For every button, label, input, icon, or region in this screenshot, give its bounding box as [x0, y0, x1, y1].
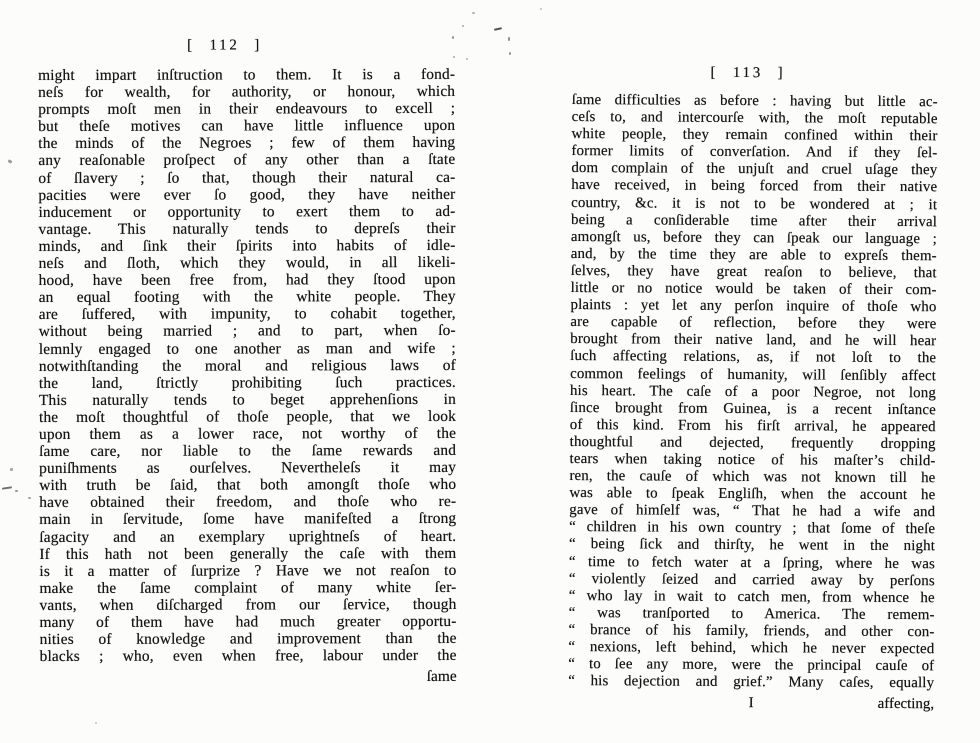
text-line: ſince brought from Guinea, is a recent inſtance — [569, 399, 936, 418]
text-line: plaints : yet let any perſon inquire of thoſe who — [570, 297, 937, 316]
text-line: have received, in being forced from their native — [571, 177, 938, 196]
text-line: main in ſervitude, ſome have manifeſted a ſtrong — [39, 510, 457, 529]
text-line: “ his dejection and grief.” Many caſes, equally — [568, 673, 935, 692]
page-112-text-block — [38, 66, 457, 665]
page-113-text-block — [568, 92, 938, 693]
text-line: make the ſame complaint of many white ſer- — [39, 578, 457, 597]
scan-speck — [453, 56, 455, 58]
signature-mark: I — [748, 695, 754, 712]
text-line: being a conſiderable time after their arrival — [570, 211, 938, 230]
text-line: the land, ſtrictly prohibiting ſuch practices. — [38, 373, 456, 392]
text-line: an equal footing with the white people. They — [38, 288, 456, 307]
text-line: is it a matter of ſurprize ? Have we not reaſon to — [39, 561, 457, 580]
text-line: little or no notice would be taken of their com- — [570, 280, 937, 299]
text-line: If this hath not been generally the caſe with them — [39, 544, 457, 563]
text-line: common feelings of humanity, will ſenſibly affect — [570, 365, 937, 384]
text-line: ſelves, they have great reaſon to believe, that — [570, 262, 937, 282]
text-line: many of them have had much greater opportu- — [39, 612, 457, 631]
text-line: any reaſonable proſpect of any other than a ſtate — [38, 151, 456, 170]
text-line: puniſhments as ourſelves. Nevertheleſs it may — [39, 459, 457, 478]
scan-speck — [462, 25, 464, 27]
text-line: and, by the time they are able to expreſs them- — [570, 245, 937, 265]
scan-speck — [2, 486, 12, 489]
text-line: “ nexions, left behind, which he never expected — [568, 638, 935, 658]
text-line: ſagacity and an exemplary uprightneſs of heart. — [39, 527, 457, 546]
scan-speck — [509, 52, 511, 55]
text-line: gave of himſelf was, “ That he had a wife and — [569, 502, 936, 521]
text-line: hood, have been free from, had they ſtood upon — [38, 271, 456, 290]
page-113 — [568, 62, 938, 714]
text-line: pacities were ever ſo good, they have neither — [38, 185, 456, 204]
catchword: ſame — [426, 668, 457, 686]
page-113-foot-row — [568, 694, 934, 713]
text-line: amongſt us, before they can ſpeak our language ; — [570, 228, 937, 247]
text-line: notwithſtanding the moral and religious laws of — [38, 356, 456, 375]
text-line: thoughtful and dejected, frequently dropping — [569, 433, 936, 453]
text-line: ceſs to, and intercourſe with, the moſt reputable — [571, 109, 938, 128]
text-line: but theſe motives can have little influence upon — [38, 117, 456, 136]
scan-speck — [472, 12, 475, 14]
text-line: “ violently ſeized and carried away by perſons — [568, 570, 935, 589]
text-line: white people, they remain confined within their — [571, 126, 938, 145]
page-112-foot-row — [40, 668, 457, 686]
text-line: have obtained their freedom, and thoſe who re- — [39, 493, 457, 512]
scan-speck — [540, 8, 542, 10]
text-line: was able to ſpeak Engliſh, when the account he — [569, 485, 936, 504]
text-line: vantage. This naturally tends to depreſs their — [38, 219, 456, 238]
text-line: of this kind. From his firſt arrival, he appeared — [569, 416, 936, 436]
text-line: ſame care, nor liable to the ſame rewards and — [39, 441, 457, 461]
text-line: “ children in his own country ; that ſome of theſe — [569, 519, 936, 538]
text-line: with truth be ſaid, that both amongſt thoſe who — [39, 476, 457, 495]
text-line: nities of knowledge and improvement than the — [39, 630, 457, 649]
page-113-number-header: [ 113 ] — [710, 64, 786, 82]
text-line: This naturally tends to beget apprehenſions in — [38, 390, 456, 409]
text-line: ren, the cauſe of which was not known till he — [569, 468, 936, 487]
text-line: blacks ; who, even when free, labour under the — [39, 647, 457, 666]
text-line: country, &c. it is not to be wondered at ; it — [571, 194, 938, 213]
page-112 — [38, 35, 457, 686]
text-line: dom complain of the unjuſt and cruel uſage they — [571, 160, 938, 179]
scan-speck — [15, 490, 18, 492]
text-line: “ to ſee any more, were the principal cauſe of — [568, 656, 935, 675]
text-line: “ being ſick and thirſty, he went in the night — [569, 536, 936, 555]
text-line: ſuch affecting relations, as, if not loſt to the — [570, 348, 937, 367]
scan-speck — [10, 468, 13, 471]
text-line: lemnly engaged to one another as man and wife ; — [38, 339, 456, 358]
text-line: brought from their native land, and he will hear — [570, 331, 937, 350]
text-line: are ſuffered, with impunity, to cohabit together, — [38, 305, 456, 324]
text-line: ſame difficulties as before : having but little ac- — [571, 91, 938, 111]
text-line: prompts moſt men in their endeavours to excell ; — [38, 100, 456, 119]
text-line: “ brance of his family, friends, and other con- — [568, 621, 935, 641]
scan-speck — [8, 159, 13, 164]
text-line: “ who lay in wait to catch men, from whence he — [568, 587, 935, 606]
catchword: affecting, — [877, 696, 935, 713]
text-line: neſs for wealth, for authority, or honour, which — [38, 83, 456, 102]
text-line: minds, and ſink their ſpirits into habits of idle- — [38, 236, 456, 255]
text-line: vants, when diſcharged from our ſervice, though — [39, 595, 457, 614]
text-line: of ſlavery ; ſo that, though their natural ca- — [38, 168, 456, 187]
text-line: his heart. The caſe of a poor Negroe, not long — [569, 382, 937, 401]
text-line: are capable of reflection, before they were — [570, 314, 937, 333]
scan-speck — [28, 497, 31, 499]
text-line: former limits of converſation. And if they ſel- — [571, 143, 938, 162]
scan-speck — [466, 58, 468, 60]
text-line: upon them as a lower race, not worthy of the — [39, 424, 457, 443]
text-line: might impart inſtruction to them. It is a fond- — [38, 65, 456, 84]
scan-speck — [494, 27, 502, 31]
text-line: inducement or opportunity to exert them to ad- — [38, 202, 456, 221]
text-line: without being married ; and to part, when ſo- — [38, 322, 456, 341]
text-line: the moſt thoughtful of thoſe people, that we look — [38, 407, 457, 426]
page-112-number-header: [ 112 ] — [187, 37, 262, 54]
text-line: “ time to fetch water at a ſpring, where he was — [568, 553, 935, 572]
text-line: “ was tranſported to America. The remem- — [568, 604, 935, 624]
scan-speck — [452, 36, 454, 39]
text-line: tears when taking notice of his maſter’s child- — [569, 450, 936, 470]
scan-speck — [95, 722, 97, 724]
scan-speck — [508, 37, 510, 41]
text-line: the minds of the Negroes ; few of them having — [38, 134, 456, 153]
text-line: neſs and ſloth, which they would, in all likeli- — [38, 253, 456, 273]
